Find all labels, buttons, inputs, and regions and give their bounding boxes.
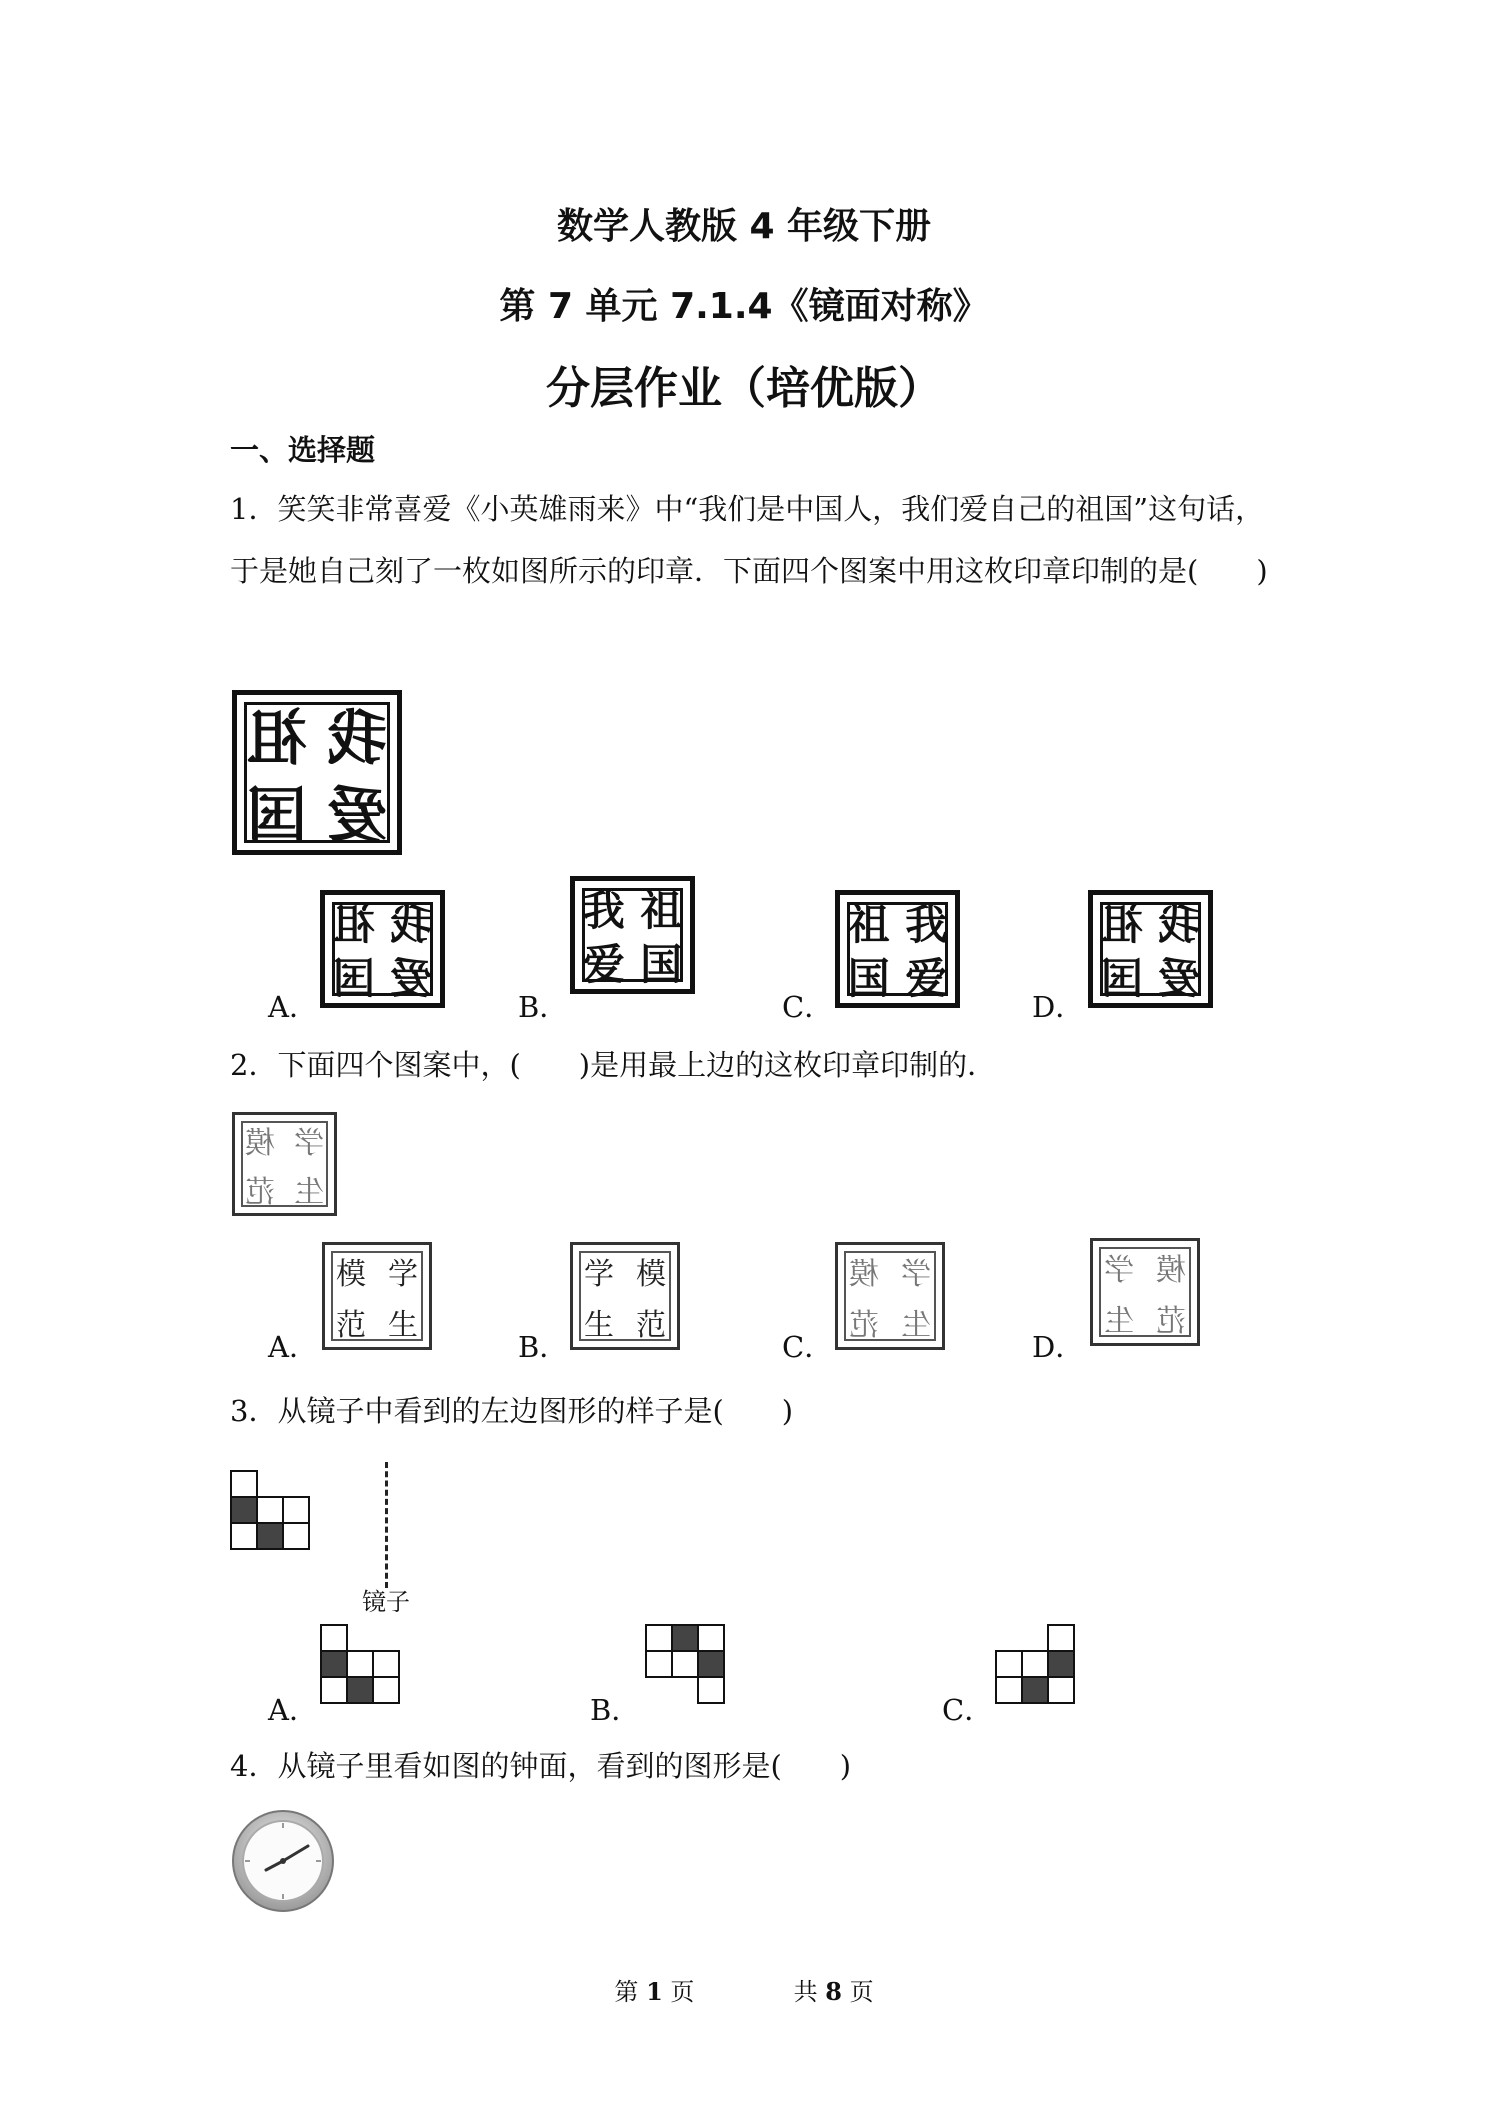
q2-option-b-stamp[interactable] [570, 1242, 680, 1350]
grid-cell-shaded [697, 1650, 725, 1678]
doc-heading: 分层作业（培优版） [546, 363, 942, 414]
question-4-text: 4．从镜子里看如图的钟面，看到的图形是( ) [230, 1749, 852, 1783]
grid-cell-shaded [256, 1522, 284, 1550]
seal-char: 我 [1158, 900, 1201, 949]
stamp-char: 生 [901, 1307, 931, 1343]
grid-cell [256, 1496, 284, 1524]
q2-option-a-stamp[interactable] [322, 1242, 432, 1350]
seal-char: 我 [390, 900, 433, 949]
total-pages: 8 [825, 1977, 842, 2006]
seal-char: 爱 [327, 781, 387, 852]
q2-option-a-label[interactable]: A． [268, 1330, 318, 1364]
seal-char: 祖 [847, 900, 890, 949]
stamp-char: 生 [1104, 1303, 1134, 1339]
q1-option-a-label[interactable]: A． [268, 990, 318, 1024]
q1-option-d-label[interactable]: D． [1032, 990, 1085, 1024]
q3-option-b-label[interactable]: B． [590, 1693, 641, 1727]
doc-title: 数学人教版 4 年级下册 [556, 206, 932, 247]
grid-cell [372, 1676, 400, 1704]
grid-cell [230, 1522, 258, 1550]
grid-cell-shaded [1047, 1650, 1075, 1678]
grid-cell [995, 1676, 1023, 1704]
stamp-char: 模 [336, 1256, 366, 1292]
q3-option-c-shape[interactable] [995, 1624, 1079, 1708]
seal-char: 国 [332, 954, 375, 1003]
grid-cell [282, 1496, 310, 1524]
grid-cell [697, 1676, 725, 1704]
grid-cell [282, 1522, 310, 1550]
q2-option-c-stamp[interactable] [835, 1242, 945, 1350]
seal-char: 爱 [390, 954, 433, 1003]
seal-char: 我 [327, 703, 387, 774]
page-footer: 第 1 页 共 8 页 [614, 1977, 874, 2006]
stamp-char: 学 [584, 1256, 614, 1292]
stamp-char: 模 [244, 1125, 275, 1161]
q1-option-b-seal[interactable] [570, 876, 695, 994]
grid-cell [671, 1650, 699, 1678]
grid-cell [320, 1676, 348, 1704]
q2-option-c-label[interactable]: C． [782, 1330, 834, 1364]
q3-option-a-shape[interactable] [320, 1624, 404, 1708]
mirror-line [385, 1462, 388, 1588]
q1-option-a-seal[interactable] [320, 890, 445, 1008]
grid-cell-shaded [320, 1650, 348, 1678]
grid-cell [230, 1470, 258, 1498]
question-2-text: 2．下面四个图案中，( )是用最上边的这枚印章印制的． [230, 1048, 997, 1082]
stamp-char: 模 [849, 1256, 879, 1292]
seal-char: 我 [582, 886, 625, 935]
mirror-label: 镜子 [362, 1588, 410, 1616]
grid-cell [1047, 1676, 1075, 1704]
stamp-char: 范 [244, 1174, 275, 1210]
q3-option-b-shape[interactable] [645, 1624, 729, 1708]
stamp-char: 范 [336, 1307, 366, 1343]
stamp-char: 模 [636, 1256, 666, 1292]
stamp-char: 生 [294, 1174, 325, 1210]
seal-char: 国 [847, 954, 890, 1003]
q3-option-c-label[interactable]: C． [942, 1693, 994, 1727]
q2-option-d-label[interactable]: D． [1032, 1330, 1085, 1364]
stamp-char: 生 [584, 1307, 614, 1343]
seal-char: 祖 [332, 900, 375, 949]
doc-subtitle: 第 7 单元 7.1.4《镜面对称》 [499, 286, 989, 327]
seal-char: 爱 [582, 940, 625, 989]
question-3-text: 3．从镜子中看到的左边图形的样子是( ) [230, 1394, 794, 1428]
q1-option-b-label[interactable]: B． [518, 990, 569, 1024]
seal-char: 我 [905, 900, 948, 949]
page-number: 1 [646, 1977, 663, 2006]
stamp-char: 生 [388, 1307, 418, 1343]
grid-cell-shaded [230, 1496, 258, 1524]
stamp-char: 学 [294, 1125, 325, 1161]
seal-char: 祖 [247, 703, 307, 774]
q3-option-a-label[interactable]: A． [268, 1693, 318, 1727]
seal-char: 爱 [1158, 954, 1201, 1003]
grid-cell [320, 1624, 348, 1652]
stamp-char: 学 [388, 1256, 418, 1292]
stamp-char: 范 [1156, 1303, 1186, 1339]
q3-original-shape [230, 1470, 314, 1554]
stamp-q2-original [232, 1112, 337, 1216]
q1-option-c-seal[interactable] [835, 890, 960, 1008]
grid-cell-shaded [671, 1624, 699, 1652]
stamp-char: 学 [1104, 1252, 1134, 1288]
seal-char: 国 [247, 781, 307, 852]
q1-option-d-seal[interactable] [1088, 890, 1213, 1008]
stamp-char: 学 [901, 1256, 931, 1292]
seal-char: 国 [640, 940, 683, 989]
grid-cell [697, 1624, 725, 1652]
grid-cell-shaded [346, 1676, 374, 1704]
grid-cell-shaded [1021, 1676, 1049, 1704]
q2-option-d-stamp[interactable] [1090, 1238, 1200, 1346]
seal-char: 祖 [1100, 900, 1143, 949]
grid-cell [995, 1650, 1023, 1678]
grid-cell [372, 1650, 400, 1678]
seal-char: 爱 [905, 954, 948, 1003]
seal-q1-original [232, 690, 402, 855]
stamp-char: 范 [849, 1307, 879, 1343]
grid-cell [1047, 1624, 1075, 1652]
clock-icon [230, 1808, 336, 1914]
grid-cell [346, 1650, 374, 1678]
grid-cell [645, 1624, 673, 1652]
stamp-char: 模 [1156, 1252, 1186, 1288]
q1-option-c-label[interactable]: C． [782, 990, 834, 1024]
grid-cell [1021, 1650, 1049, 1678]
section-title: 一、选择题 [230, 433, 376, 467]
q2-option-b-label[interactable]: B． [518, 1330, 569, 1364]
question-1-text: 1．笑笑非常喜爱《小英雄雨来》中“我们是中国人，我们爱自己的祖国”这句话，于是她自己刻了一枚如图所示的印章．下面四个图案中用这枚印章印制的是( ) [230, 492, 1268, 588]
seal-char: 国 [1100, 954, 1143, 1003]
seal-char: 祖 [640, 886, 683, 935]
grid-cell [645, 1650, 673, 1678]
stamp-char: 范 [636, 1307, 666, 1343]
